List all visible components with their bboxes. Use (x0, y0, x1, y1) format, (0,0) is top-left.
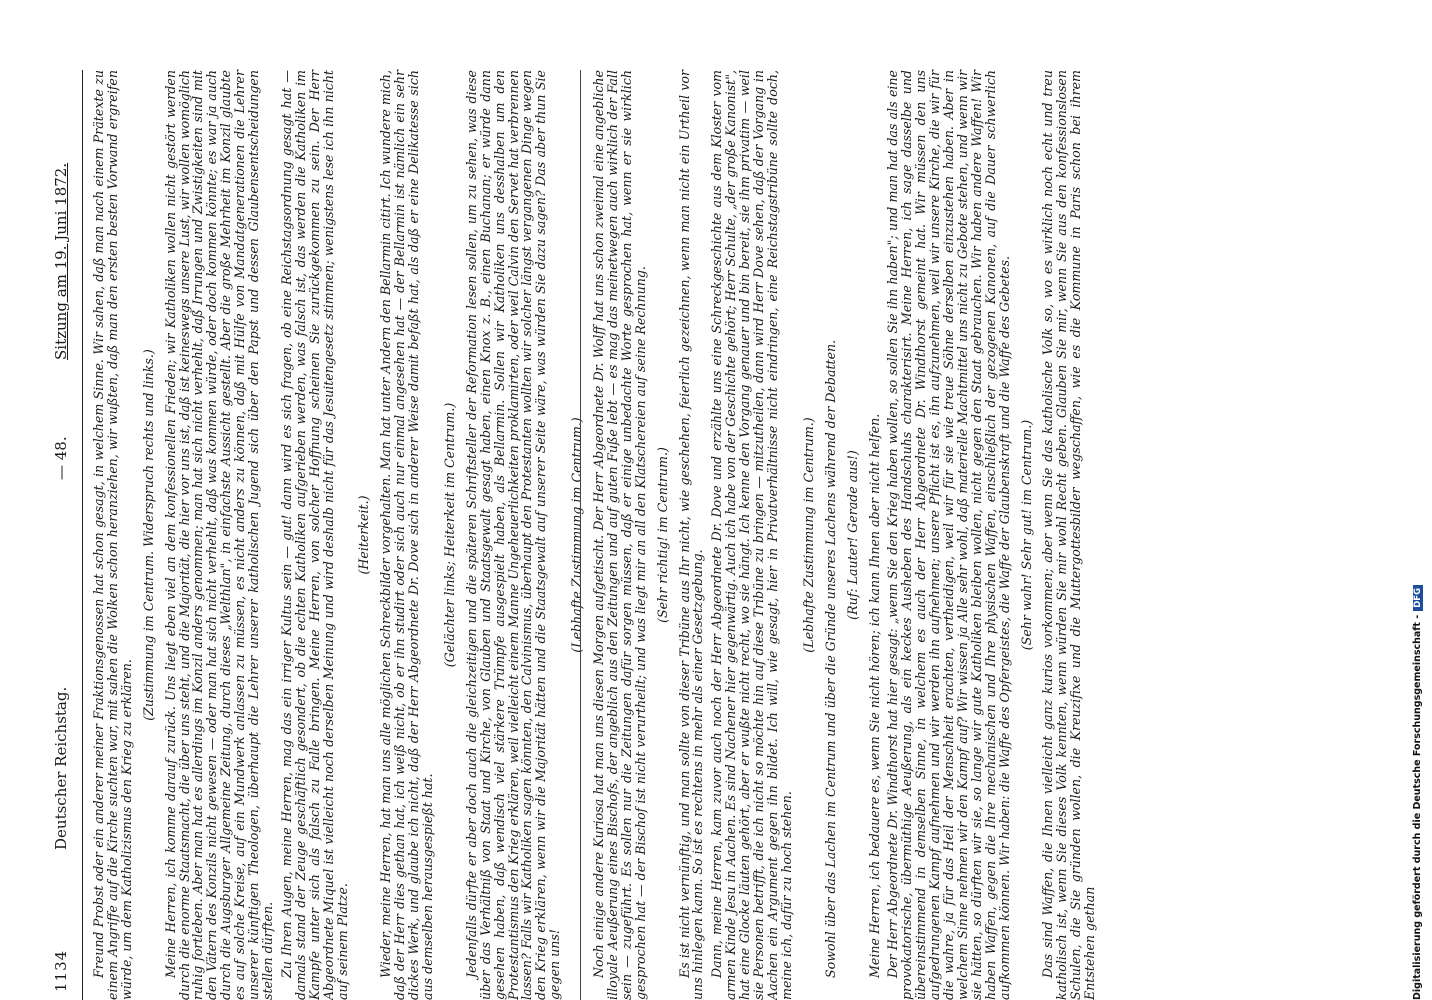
paragraph: Zu Ihren Augen, meine Herren, mag das ein irriger Kultus sein — gut! dann wird es sich fragen, ob eine Reichstagsordnung gesagt hat — damals stand der Zeuge geschäftlich gesondert, ob die echten Katholiken aufgerieben werden, was falsch ist, das werden die Katholiken im Kampfe unter sich als falsch zu Falle bringen. Meine Herren, von solcher Hoffnung scheinen Sie zurückgekommen zu sein. Der Herr Abgeordnete Miquel ist vielleicht noch derselben Meinung und wird deshalb nicht für das Jesuitengesetz stimmen; wenigstens lese ich ihn nicht auf seinem Platze. (278, 70, 350, 1000)
paragraph: Meine Herren, ich bedauere es, wenn Sie nicht hören; ich kann Ihnen aber nicht helfen. (866, 413, 882, 978)
stage-direction: (Sehr richtig! im Centrum.) (654, 447, 670, 623)
paragraph: Dann, meine Herren, kam zuvor auch noch der Herr Abgeordnete Dr. Dove und erzählte uns eine Schreckgeschichte aus dem Kloster vom armen Kinde Jesu in Aachen. Es sind Nachener hier gegenwärtig. Auch ich habe von der Geschichte gehört; Herr Schulte, „der große Kanonist", hat eine Glocke läuten gehört, aber er wußte nicht recht, wo sie hängt. Ich kenne den Vorgang genauer und bin bereit, sie ihm privatim — weil sie Personen betrifft, die ich nicht so möchte hin auf diese Tribüne zu bringen — mitzutheilen, dann wird Herr Dove sehen, daß der Vorgang in Aachen ein Argument gegen ihn bildet. Ich will, wie gesagt, hier in Privatverhältnisse nicht eindringen, eine Reichstagstribüne sollte doch, meine ich, dafür zu hoch stehen. (709, 70, 794, 1000)
stage-direction: (Lebhafte Zustimmung im Centrum.) (569, 417, 585, 653)
page-number: 1134 (52, 949, 70, 992)
text-column-right (592, 70, 1382, 1000)
text-column-left (91, 70, 585, 1000)
paragraph: Das sind Waffen, die Ihnen vielleicht ganz kurios vorkommen; aber wenn Sie das katholische Volk so, wo es wirklich noch echt und treu katholisch ist, wenn Sie dieses Volk kennten, wenn würden Sie mir wohl Recht geben. Glauben Sie mir, wenn Sie aus den konfessionslosen Schulen, die Sie gründen wollen, die Kreuzifixe und die Muttergottesbilder wegschaffen, wie es die Kommune in Paris schon bei ihrem Entstehen gethan (1040, 70, 1098, 1000)
credit-text: Digitalisierung gefördert durch die Deutsche Forschungsgemeinschaft - (1412, 614, 1423, 1000)
paragraph: Jedenfalls dürfte er aber doch auch die gleichzeitigen und die späteren Schriftsteller der Reformation lesen sollen, um zu sehen, was diese über das Verhältniß von Staat und Kirche, von Glauben und Staatsgewalt gesagt haben, einen Knox z. B., einen Buchanan; er würde dann gesehen haben, daß wendisch viel stärkere Trümpfe ausgespielt haben, als Bellarmin. Sollen wir Katholiken uns desshalben um den Protestantismus den Krieg erklären, weil vielleicht einem Manne Ungeheuerlichkeiten proklamirten, oder weil Calvin den Servet hat verbrennen lassen? Falls wir Katholiken sagen könnten, den Calvinismus, überhaupt den Protestanten wollten wir solcher längst vergangenen Dinge wegen den Krieg erklären, wenn wir die Majorität hätten und die Staatsgewalt auf unserer Seite wäre, was würden Sie dazu sagen? Das aber thun Sie gegen uns! (463, 70, 563, 1000)
paragraph: Meine Herren, ich komme darauf zurück. Uns liegt eben viel an dem konfessionellen Frieden; wir Katholiken wollen nicht gestört werden durch die enorme Staatsmacht, die über uns steht, und die Majorität, die hier vor uns ist, daß ist keineswegs unsere Lust, wir wollen womöglich ruhig fortleben. Aber man hat es allerdings im Konzil anders genommen; man hat sich nicht verhehlt, daß Irrungen und Zwistigkeiten sind mit den Vätern des Konzils nicht gewesen — oder man hat sich nicht verhehlt, daß was kommen würde, oder doch kommen könnte; es war ja auch durch die Augsburger Allgemeine Zeitung, durch dieses „Welthlan", in einfachste Aussicht gestellt. Aber die große Mehrheit im Konzil glaubte es auf solche Kreise, auf ein Mundwerk anlassen zu müssen, es nicht anders zu können, daß mit Hülfe von Mandatgenerationen die Lehrer unserer künftigen Theologen, überhaupt die Lehrer unserer katholischen Jugend sich über den Papst und dessen Glaubensentscheidungen stellen dürften. (162, 70, 275, 1000)
stage-direction: (Heiterkeit.) (356, 495, 372, 575)
publication-title: Deutscher Reichstag. (52, 686, 70, 850)
paragraph: Wieder, meine Herren, hat man uns alle möglichen Schreckbilder vorgehalten. Man hat unter Andern den Bellarmin citirt. Ich wundere mich, daß der Herr dies gethan hat, ich weiß nicht, ob er ihn studirt oder sich auch nur einmal angesehen hat — der Bellarmin ist nämlich ein sehr dickes Werk, und glaube ich nicht, daß der Herr Abgeordnete Dr. Dove sich in anderer Weise damit befaßt hat, als daß er eine Delikatesse sich aus demselben herausgespießt hat. (378, 70, 436, 1000)
paragraph: Es ist nicht vernünftig, und man sollte von dieser Tribüne aus Ihr nicht, wie geschehen, feierlich gezeichnen, wenn man nicht ein Urtheil vor uns hinlegen kann. So ist es rechtens in mehr als einer Gesetzgebung. (676, 70, 706, 1000)
stage-direction: (Zustimmung im Centrum. Widerspruch rechts und links.) (140, 349, 156, 721)
digitization-credit (1412, 585, 1423, 1000)
column-divider (580, 70, 581, 1000)
stage-direction: (Lebhafte Zustimmung im Centrum.) (800, 417, 816, 653)
page-header (40, 70, 83, 1000)
stage-direction: (Ruf: Lauter! Gerade aus!) (844, 450, 860, 620)
paragraph: Der Herr Abgeordnete Dr. Windthorst hat hier gesagt: „wenn Sie den Krieg haben wollen, so sollen Sie ihn haben"; und man hat das als eine provokatorische, übermüthige Aeußerung, als ein keckes Ausheben des Handschuhs charakterisirt. Meine Herren, ich sage dasselbe und übereinstimmend in demselben Sinne, in welchem es auch der Herr Abgeordnete Dr. Windthorst gemeint hat. Wir müssen den uns aufgedrungenen Kampf aufnehmen und wir werden ihn aufnehmen; unsere Pflicht ist es, ihn aufzunehmen, weil wir unsere Kirche, die wir für die wahre, ja für das Heil der Menschheit erachten, vertheidigen, weil wir für sie wie treue Söhne derselben einzustehen haben. Aber in welchem Sinne nehmen wir den Kampf auf? Wir wissen ja Alle sehr wohl, daß materielle Machtmittel uns nicht zu Gebote stehen, und wenn wir sie hätten, so dürften wir sie, so lange wir gute Katholiken bleiben wollen, nicht gegen den Staat gebrauchen. Wir haben andere Waffen! Wir haben Waffen, gegen die Ihre mechanischen und Ihre physischen Waffen, einschließlich der gezogenen Kanonen, auf die Dauer schwerlich aufkommen können. Wir haben: die Waffe des Opfergeistes, die Waffe der Glaubenskraft und die Waffe des Gebetes. (885, 70, 1012, 1000)
paragraph: Sowohl über das Lachen im Centrum und über die Gründe unseres Lachens während der Debatten. (822, 339, 838, 978)
paragraph: Freund Probst oder ein anderer meiner Fraktionsgenossen hat schon gesagt, in welchem Sinne. Wir sahen, daß man nach einem Prätexte zu einem Angriffe auf die Kirche suchten war, mit sahen die Wolken schon heranziehen, wir wußten, daß man den ersten besten Vorwand ergreifen würde, um dem Katholizismus den Krieg zu erklären. (91, 70, 134, 1000)
dfg-logo: DFG (1413, 585, 1423, 611)
rotated-page-content (40, 70, 1410, 1000)
stage-direction: (Gelächter links; Heiterkeit im Centrum.) (441, 402, 457, 668)
session-date: Sitzung am 19. Juni 1872. (52, 162, 70, 360)
issue-number: — 48. (52, 436, 70, 480)
stage-direction: (Sehr wahr! Sehr gut! im Centrum.) (1018, 419, 1034, 651)
paragraph: Noch einige andere Kuriosa hat man uns diesen Morgen aufgetischt. Der Herr Abgeordnete Dr. Wolff hat uns schon zweimal eine angebliche illoyale Aeußerung eines Bischofs, der angeblich aus den Zeitungen und auf guten Fuße lebt — es mag das meinetwegen auch wirklich der Fall sein — zugeführt. Es sollen nur die Zeitungen dafür sorgen müssen, daß er einige unbedachte Worte gesprochen hat, wenn er sie wirklich gesprochen hat — der Bischof ist nicht verurtheilt; und was liegt mir an all den Klatschereien auf seine Rechnung. (591, 70, 648, 1000)
